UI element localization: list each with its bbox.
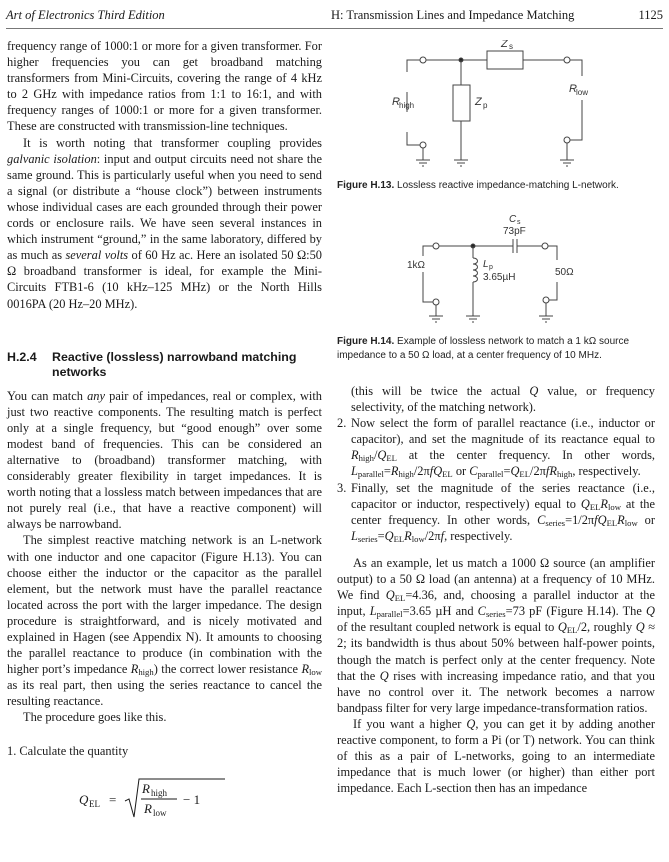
svg-text:p: p [483, 101, 488, 110]
figure-h13 [337, 40, 657, 200]
svg-text:low: low [576, 88, 589, 97]
paragraph-pi-network: If you want a higher Q, you can get it by adding another reactive component, to form a Pi (or T) network. You can think of this as a pair of L-networks, going to an intermediate impedance that is much lower (or higher) than either port impedance. Each L-section then has an impedance [337, 716, 655, 796]
step-2: 2. Now select the form of parallel reactance (i.e., inductor or capacitor), and set the magnitude of its reactance equal to $R_{high}/Q_{EL}$ at the center frequency. In other words, $L_{parallel}=R_{high}/2\pi fQ_{EL}$ or $C_{parallel}=Q_{EL}/2\pi fR_{high}$, respectively. [337, 416, 655, 480]
left-column [7, 38, 322, 817]
lp-label: L [483, 259, 489, 270]
step-1-continuation: (this will be twice the actual Q value, or frequency selectivity, of the matching network). [351, 384, 655, 415]
paragraph-reactive-match: You can match any pair of impedances, real or complex, with just two reactive components. The resulting match is perfect only at a single frequency, but “good enough” over some modest band of frequencies. This can be considered an alternative to (broadband) transformer matching, with considerably greater flexibility in target impedances. It is worth noting that a lossless match between impedances that are not purely real (i.e., that have a reactive component) will always be narrowband. [7, 388, 322, 532]
zp-label: Z [475, 96, 482, 108]
svg-text:high: high [399, 101, 415, 110]
right-column [337, 383, 655, 796]
l-network-schematic [337, 40, 657, 175]
svg-text:R: R [141, 780, 150, 796]
step-1: 1. Calculate the quantity [7, 743, 129, 758]
cs-value: 73pF [503, 226, 526, 237]
svg-text:p: p [489, 264, 493, 271]
svg-text:s: s [517, 219, 521, 226]
rhigh-label: R [392, 96, 400, 108]
svg-text:s: s [509, 42, 513, 51]
figure-h14-caption: Figure H.14. Example of lossless network to match a 1 kΩ source impedance to a 50 Ω load, at a center frequency of 10 MHz. [337, 336, 630, 361]
page-number: 1125 [638, 8, 663, 22]
lp-value: 3.65µH [483, 272, 516, 283]
svg-text:− 1: − 1 [182, 791, 200, 807]
figure-h13-caption: Figure H.13. Lossless reactive impedance-matching L-network. [337, 180, 619, 191]
running-header [6, 6, 663, 29]
paragraph-transformers: frequency range of 1000:1 or more for a given transformer. For higher frequencies you can get broadband matching transformers from Mini-Circuits, covering the range of 4 kHz to 2 GHz with impedance ratios from 1:1 to 16:1, and with frequency ranges of 1000:1 or more for a given transformer. These are constructed with transmission-line techniques. [7, 39, 322, 134]
load-impedance-label: 50Ω [555, 267, 574, 278]
rlow-label: R [569, 83, 577, 95]
section-number: H.2.4 [7, 349, 37, 364]
matching-network-example-schematic [337, 212, 657, 332]
book-title: Art of Electronics Third Edition [6, 8, 165, 22]
paragraph-l-network: The simplest reactive matching network is an L-network with one inductor and one capacitor (Figure H.13). You can choose either the inductor or the capacitor as the parallel element, but the network must have the parallel reactance located across the port with the larger impedance. The design procedure is straightforward, and is nicely motivated and explained in Hagen (see Appendix N). It amounts to choosing the parallel reactance to produce (in combination with the higher port’s impedance $R_{high}$) the correct lower resistance $R_{low}$ as its real part, then using the series reactance to cancel the resulting reactance. [7, 533, 322, 709]
paragraph-procedure: The procedure goes like this. [23, 710, 167, 725]
svg-text:high: high [150, 787, 167, 798]
cs-label: C [509, 214, 517, 225]
section-heading [7, 350, 322, 380]
chapter-title: H: Transmission Lines and Impedance Matching [331, 8, 575, 22]
source-impedance-label: 1kΩ [407, 260, 426, 271]
paragraph-example: As an example, let us match a 1000 Ω source (an amplifier output) to a 50 Ω load (an antenna) at a frequency of 10 MHz. We find $Q_{EL}=4.36$, and, choosing a parallel inductor at the input, $L_{parallel}=3.65$ µH and $C_{series}=73$ pF (Figure H.14). The Q of the resultant coupled network is equal to $Q_{EL}/2$, roughly Q ≈ 2; its bandwidth is thus about 50% between half-power points, though the match is perfect only at the center frequency. Note that the Q rises with increasing impedance ratio, and that you have no control over it. The network becomes a narrow bandpass filter for very large impedance-transformation ratios. [337, 555, 655, 715]
step-3: 3. Finally, set the magnitude of the series reactance (i.e., capacitor or inductor, respectively) equal to $Q_{EL}R_{low}$ at the center frequency. In other words, $C_{series}=1/2\pi fQ_{EL}R_{low}$ or $L_{series}=Q_{EL}R_{low}/2\pi f$, respectively. [337, 480, 656, 544]
svg-text:R: R [143, 800, 152, 816]
svg-text:low: low [152, 807, 166, 818]
section-title: Reactive (lossless) narrowband matching networks [52, 349, 297, 379]
zs-label: Z [501, 40, 508, 50]
svg-text:Q: Q [78, 791, 88, 807]
svg-text:EL: EL [88, 798, 100, 809]
procedure-steps [337, 415, 655, 544]
figure-h14 [337, 212, 657, 372]
svg-text:=: = [108, 791, 116, 807]
equation-qel [7, 777, 322, 817]
paragraph-galvanic-isolation: It is worth noting that transformer coupling provides galvanic isolation: input and output circuits need not share the same ground. This is particularly useful when you need to send a signal (or distribute a “house clock”) between instruments whose individual cases are each grounded through their power cords or enclosure rails. We have seen several instances in which instrument “ground,” in the same laboratory, differed by as much as several volts of 60 Hz ac. Here an isolated 50 Ω:50 Ω broadband transformer is ideal, for example the Mini-Circuits FTB1-6 (10 kHz–125 MHz) or the North Hills 0016PA (20 Hz–20 MHz). [7, 135, 323, 311]
